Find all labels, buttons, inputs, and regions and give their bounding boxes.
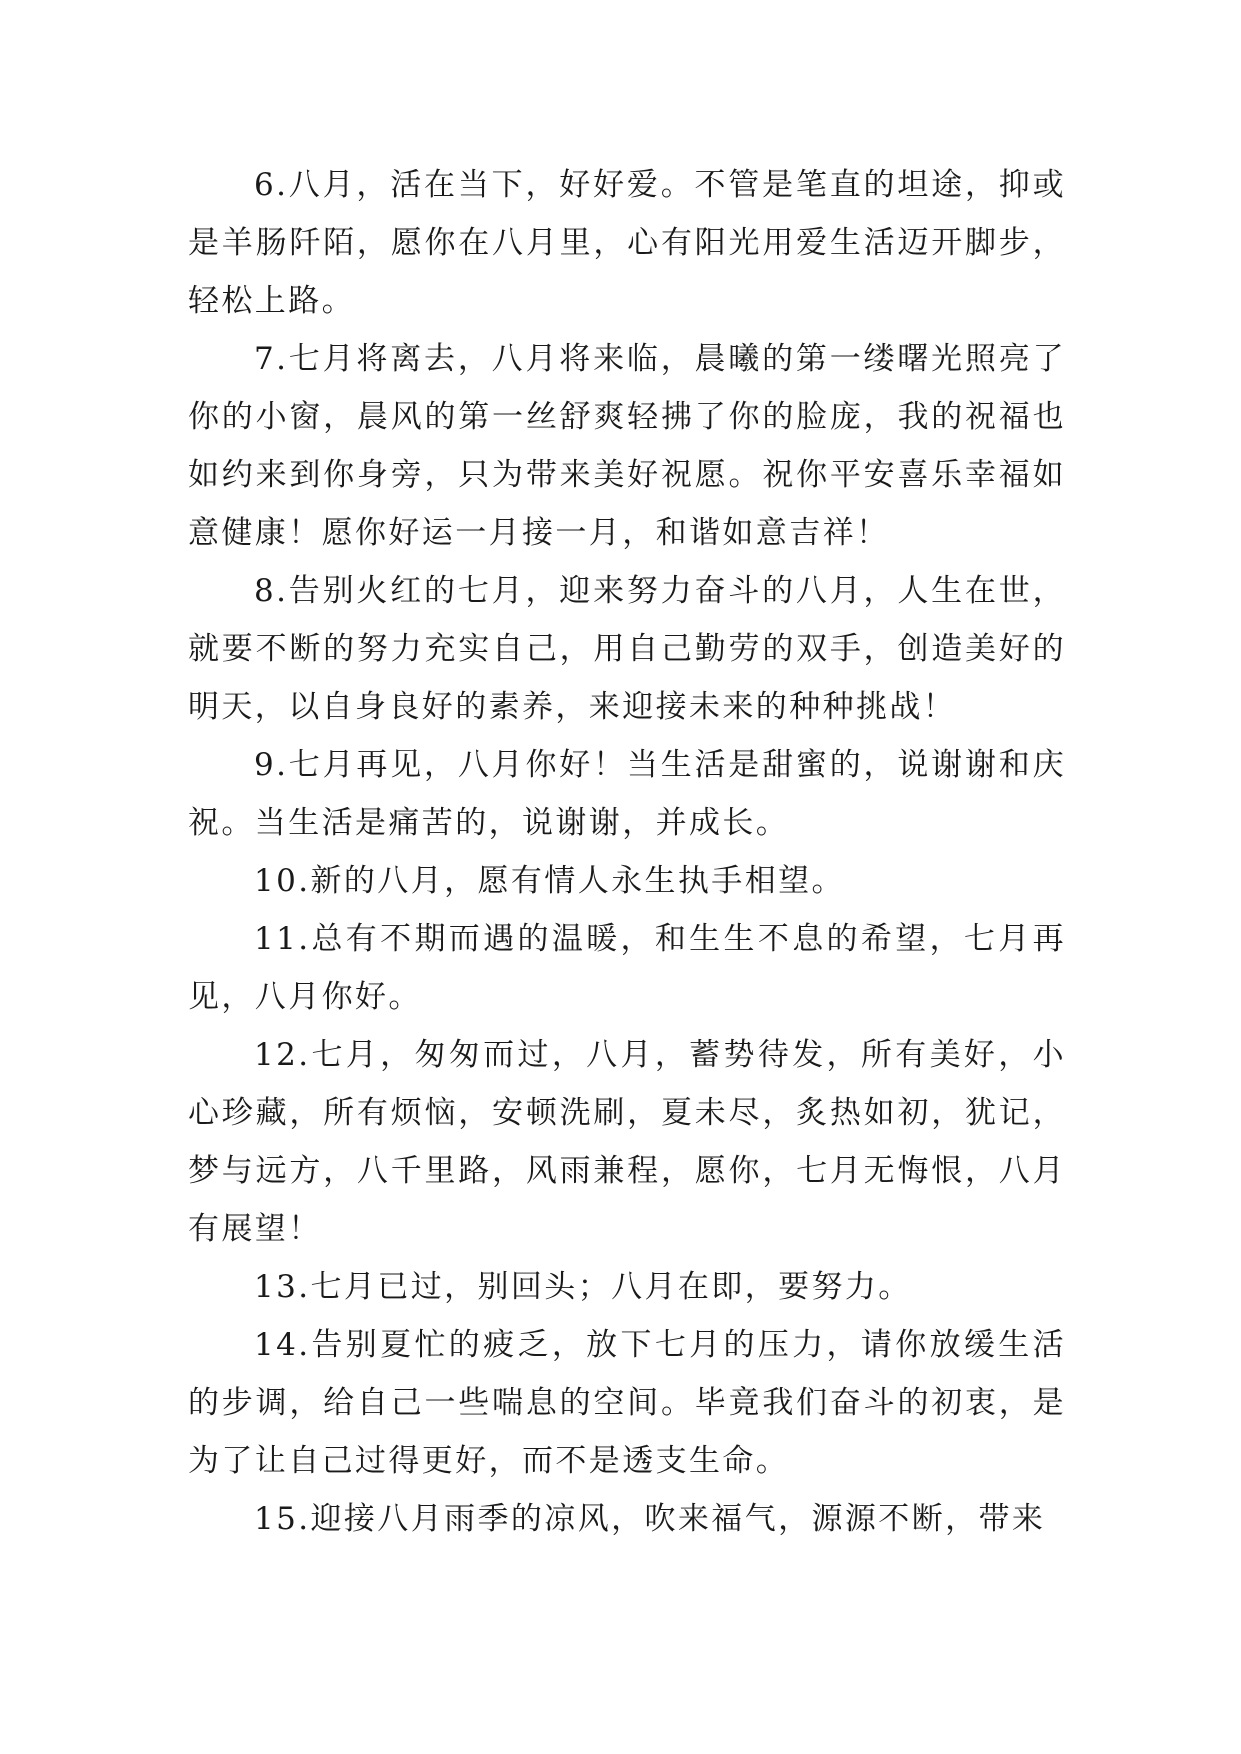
paragraph-11: 11.总有不期而遇的温暖，和生生不息的希望，七月再见，八月你好。 <box>188 921 1066 1015</box>
paragraph-14: 14.告别夏忙的疲乏，放下七月的压力，请你放缓生活的步调，给自己一些喘息的空间。毕竟我们奋斗的初衷，是为了让自己过得更好，而不是透支生命。 <box>188 1327 1066 1479</box>
document-body <box>188 156 1066 1548</box>
paragraph-8: 8.告别火红的七月，迎来努力奋斗的八月，人生在世，就要不断的努力充实自己，用自己勤劳的双手，创造美好的明天，以自身良好的素养，来迎接未来的种种挑战！ <box>188 573 1066 725</box>
paragraph-12: 12.七月，匆匆而过，八月，蓄势待发，所有美好，小心珍藏，所有烦恼，安顿洗刷，夏未尽，炙热如初，犹记，梦与远方，八千里路，风雨兼程，愿你，七月无悔恨，八月有展望！ <box>188 1037 1066 1247</box>
paragraph-7: 7.七月将离去，八月将来临，晨曦的第一缕曙光照亮了你的小窗，晨风的第一丝舒爽轻拂了你的脸庞，我的祝福也如约来到你身旁，只为带来美好祝愿。祝你平安喜乐幸福如意健康！愿你好运一月接一月，和谐如意吉祥！ <box>188 341 1066 551</box>
paragraph-10: 10.新的八月，愿有情人永生执手相望。 <box>254 863 845 899</box>
paragraph-15: 15.迎接八月雨季的凉风，吹来福气，源源不断，带来 <box>254 1501 1046 1537</box>
paragraph-13: 13.七月已过，别回头；八月在即，要努力。 <box>254 1269 912 1305</box>
paragraph-9: 9.七月再见，八月你好！当生活是甜蜜的，说谢谢和庆祝。当生活是痛苦的，说谢谢，并成长。 <box>188 747 1066 841</box>
paragraph-6: 6.八月，活在当下，好好爱。不管是笔直的坦途，抑或是羊肠阡陌，愿你在八月里，心有阳光用爱生活迈开脚步，轻松上路。 <box>188 167 1066 319</box>
